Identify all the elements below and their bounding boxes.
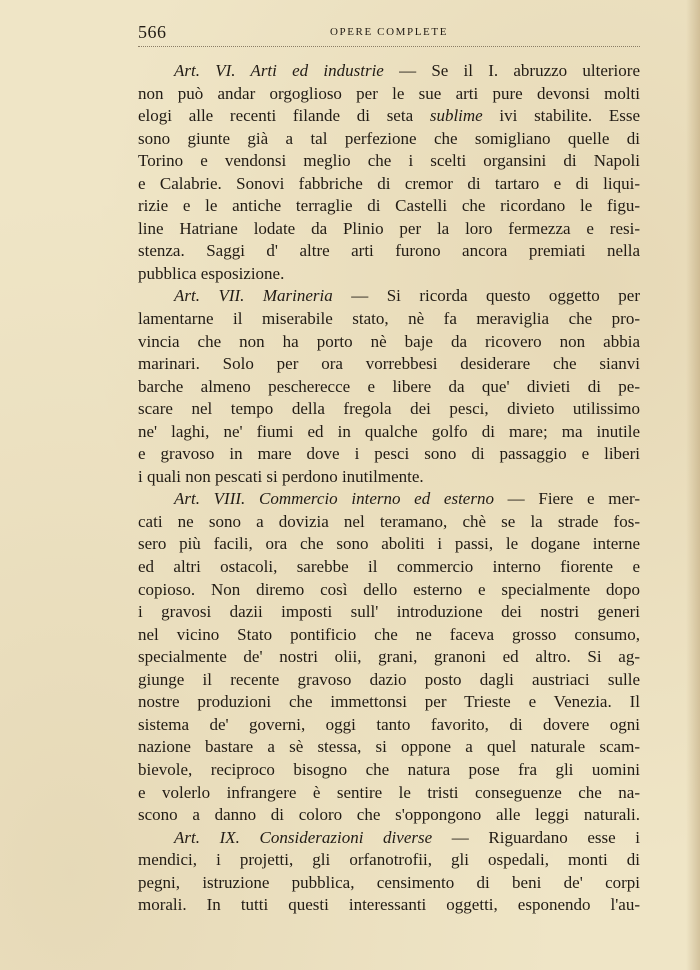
text-line: copioso. Non diremo così dello esterno e specialmente dopo: [138, 579, 640, 599]
text-line: morali. In tutti questi interessanti oggetti, esponendo l'au-: [138, 895, 640, 915]
text-line: mendici, i projetti, gli orfanotrofii, gli ospedali, monti di: [138, 850, 640, 870]
text-line: i quali non pescati si perdono inutilmente.: [138, 466, 424, 486]
italic-word: sublime: [429, 106, 483, 126]
text-line: nel vicino Stato pontificio che ne faceva grosso consumo,: [138, 624, 640, 644]
text-line: Torino e vendonsi meglio che i scelti organsini di Napoli: [138, 151, 640, 171]
text-line: e volerlo infrangere è sentire le tristi conseguenze che na-: [138, 782, 640, 802]
text-line: i gravosi dazii imposti sull' introduzione dei nostri generi: [138, 602, 640, 622]
text-line: line Hatriane lodate da Plinio per la loro fermezza e resi-: [138, 218, 640, 238]
text-line: pegni, istruzione pubblica, censimento di beni de' corpi: [138, 872, 640, 892]
text-line: Art. IX. Considerazioni diverse — Riguardano esse i: [174, 827, 640, 847]
text-line: non può andar orgoglioso per le sue arti pure devonsi molti: [138, 83, 640, 103]
page-edge-shadow: [686, 0, 700, 970]
text-line: elogi alle recenti filande di seta sublime ivi stabilite. Esse: [138, 106, 640, 126]
text-line: Art. VII. Marineria — Si ricorda questo oggetto per: [174, 286, 640, 306]
text-line: scare nel tempo della fregola dei pesci, divieto utilissimo: [138, 399, 640, 419]
text-line: e Calabrie. Sonovi fabbriche di cremor di tartaro e di liqui-: [138, 173, 640, 193]
article-heading: Art. VI. Arti ed industrie: [174, 61, 384, 80]
text-line: nostre produzioni che immettonsi per Trieste e Venezia. Il: [138, 692, 640, 712]
text-line: sistema de' governi, oggi tanto favorito, di dovere ogni: [138, 714, 640, 734]
text-line: Art. VI. Arti ed industrie — Se il I. abruzzo ulteriore: [174, 61, 640, 80]
text-line: sono giunte già a tal perfezione che somigliano quelle di: [138, 128, 640, 148]
text-line: cati ne sono a dovizia nel teramano, chè se la strade fos-: [138, 511, 640, 531]
text-line: lamentarne il miserabile stato, nè fa meraviglia che pro-: [138, 309, 640, 329]
text-line: pubblica esposizione.: [138, 263, 285, 283]
running-title: OPERE COMPLETE: [329, 26, 449, 38]
page-header: [138, 16, 640, 47]
body-text: [138, 60, 640, 917]
text-line: ne' laghi, ne' fiumi ed in qualche golfo di mare; ma inutile: [138, 421, 640, 441]
page-number: 566: [138, 22, 167, 42]
text-line: rizie e le antiche terraglie di Castelli che ricordano le figu-: [138, 196, 640, 216]
article-heading: Art. VIII. Commercio interno ed esterno: [174, 489, 494, 509]
text-line: giunge il recente gravoso dazio posto dagli austriaci sulle: [138, 669, 640, 689]
text-line: vincia che non ha porto nè baje da ricovero non abbia: [138, 331, 640, 351]
text-line: specialmente de' nostri olii, grani, granoni ed altro. Si ag-: [138, 647, 640, 667]
text-line: stenza. Saggi d' altre arti furono ancora premiati nella: [138, 241, 640, 261]
text-line: nazione bastare a sè stessa, si oppone a quel naturale scam-: [138, 737, 640, 757]
text-line: sero più facili, ora che sono aboliti i passi, le dogane interne: [138, 534, 640, 554]
text-line: e gravoso in mare dove i pesci sono di passaggio e liberi: [138, 444, 640, 464]
article-heading: Art. VII. Marineria: [174, 286, 333, 306]
article-heading: Art. IX. Considerazioni diverse: [174, 827, 433, 847]
text-line: barche almeno pescherecce e libere da que' divieti di pe-: [138, 376, 640, 396]
text-line: scono a danno di coloro che s'oppongono alle leggi naturali.: [138, 805, 640, 825]
text-line: ed altri ostacoli, sarebbe il commercio interno fiorente e: [138, 557, 640, 577]
text-line: bievole, reciproco bisogno che natura pose fra gli uomini: [138, 759, 640, 779]
text-line: marinari. Solo per ora vorrebbesi desiderare che sianvi: [138, 354, 640, 374]
text-line: Art. VIII. Commercio interno ed esterno — Fiere e mer-: [174, 489, 641, 509]
